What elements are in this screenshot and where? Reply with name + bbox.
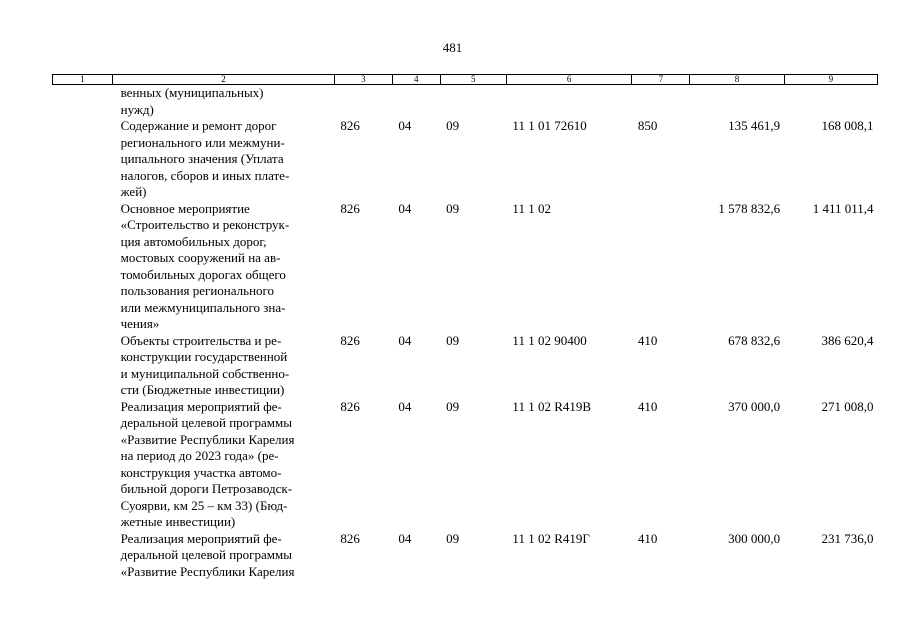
desc-line: ципального значения (Уплата (120, 151, 284, 166)
cell-subsection (440, 85, 506, 119)
desc-line: венных (муниципальных) (120, 85, 264, 100)
desc-line: налогов, сборов и иных плате- (120, 167, 290, 183)
cell-subsection: 09 (446, 530, 460, 546)
desc-line: сти (Бюджетные инвестиции) (120, 382, 285, 397)
table-row (53, 531, 878, 581)
cell-amount-1: 370 000,0 (728, 398, 781, 414)
desc-line: регионального или межмуни- (120, 134, 285, 150)
desc-line: конструкции государственной (120, 349, 288, 364)
table-row (53, 118, 878, 201)
cell-section: 04 (398, 398, 412, 414)
cell-subsection: 09 (446, 118, 460, 133)
table-body (53, 85, 878, 581)
cell-empty (53, 118, 113, 201)
cell-description (113, 85, 335, 119)
cell-expense-type: 850 (637, 118, 658, 133)
column-header: 3 (334, 75, 392, 85)
cell-target-article: 11 1 02 R419В (512, 398, 592, 414)
column-header: 2 (113, 75, 335, 85)
cell-target-article: 11 1 02 90400 (512, 332, 587, 348)
desc-line: томобильных дорогах общего (120, 266, 286, 282)
cell-expense-type: 410 (637, 530, 658, 546)
desc-line: или межмуниципального зна- (120, 299, 286, 315)
column-number-header (53, 75, 878, 85)
cell-ministry-code: 826 (340, 530, 360, 546)
cell-expense-type: 410 (637, 398, 658, 414)
cell-description (113, 531, 335, 581)
cell-amount-2: 271 008,0 (821, 398, 874, 414)
cell-subsection: 09 (446, 200, 460, 216)
table-row (53, 85, 878, 119)
cell-ministry-code: 826 (340, 332, 360, 348)
column-header: 1 (53, 75, 113, 85)
column-header: 6 (506, 75, 631, 85)
cell-ministry-code: 826 (340, 118, 360, 133)
column-header: 9 (784, 75, 877, 85)
cell-description (113, 333, 335, 399)
cell-ministry-code: 826 (340, 398, 360, 414)
cell-ministry-code: 826 (340, 200, 360, 216)
column-header: 8 (690, 75, 784, 85)
budget-table (52, 74, 878, 580)
table-row (53, 399, 878, 531)
desc-line: Объекты строительства и ре- (120, 332, 282, 348)
cell-target-article (506, 85, 631, 119)
cell-description (113, 399, 335, 531)
cell-target-article: 11 1 02 R419Г (512, 530, 590, 546)
cell-section: 04 (398, 200, 412, 216)
desc-line: жетные инвестиции) (120, 514, 236, 529)
cell-empty (53, 85, 113, 119)
cell-target-article: 11 1 02 (512, 200, 551, 216)
cell-section: 04 (398, 530, 412, 546)
desc-line: деральной целевой программы (120, 547, 292, 562)
cell-amount-2: 168 008,1 (821, 118, 874, 133)
desc-line: деральной целевой программы (120, 415, 292, 430)
cell-amount-2 (784, 85, 877, 119)
cell-description (113, 201, 335, 333)
desc-line: пользования регионального (120, 283, 275, 298)
cell-target-article: 11 1 01 72610 (512, 118, 587, 133)
desc-line: Основное мероприятие (120, 200, 250, 216)
desc-line: бильной дороги Петрозаводск- (120, 481, 293, 496)
cell-subsection: 09 (446, 332, 460, 348)
table-row (53, 333, 878, 399)
desc-line: Реализация мероприятий фе- (120, 530, 282, 546)
cell-amount-1: 135 461,9 (728, 118, 781, 133)
desc-line: нужд) (120, 101, 154, 117)
desc-line: Содержание и ремонт дорог (120, 118, 277, 133)
desc-line: «Развитие Республики Карелия (120, 431, 295, 447)
cell-expense-type: 410 (637, 332, 658, 348)
desc-line: чения» (120, 316, 160, 331)
desc-line: Суоярви, км 25 – км 33) (Бюд- (120, 497, 288, 513)
cell-amount-1 (690, 85, 784, 119)
cell-subsection: 09 (446, 398, 460, 414)
desc-line: Реализация мероприятий фе- (120, 398, 282, 414)
cell-expense-type (632, 201, 690, 333)
cell-amount-2: 386 620,4 (821, 332, 874, 348)
desc-line: жей) (120, 184, 147, 199)
cell-expense-type (632, 85, 690, 119)
desc-line: на период до 2023 года» (ре- (120, 448, 279, 463)
cell-section (392, 85, 440, 119)
cell-section: 04 (398, 332, 412, 348)
cell-amount-2: 231 736,0 (821, 530, 874, 546)
column-header: 4 (392, 75, 440, 85)
cell-empty (53, 399, 113, 531)
cell-empty (53, 201, 113, 333)
desc-line: и муниципальной собственно- (120, 365, 290, 381)
desc-line: «Развитие Республики Карелия (120, 563, 295, 579)
desc-line: «Строительство и реконструк- (120, 217, 290, 232)
cell-amount-1: 1 578 832,6 (718, 200, 781, 216)
cell-empty (53, 333, 113, 399)
page-number: 481 (442, 40, 463, 55)
table-row (53, 201, 878, 333)
cell-section: 04 (398, 118, 412, 133)
cell-amount-2: 1 411 011,4 (812, 200, 874, 216)
column-header: 5 (440, 75, 506, 85)
cell-empty (53, 531, 113, 581)
desc-line: конструкция участка автомо- (120, 464, 282, 480)
column-header: 7 (632, 75, 690, 85)
desc-line: мостовых сооружений на ав- (120, 250, 281, 265)
cell-ministry-code (334, 85, 392, 119)
cell-description (113, 118, 335, 201)
cell-amount-1: 678 832,6 (728, 332, 781, 348)
desc-line: ция автомобильных дорог, (120, 233, 267, 249)
cell-amount-1: 300 000,0 (728, 530, 781, 546)
